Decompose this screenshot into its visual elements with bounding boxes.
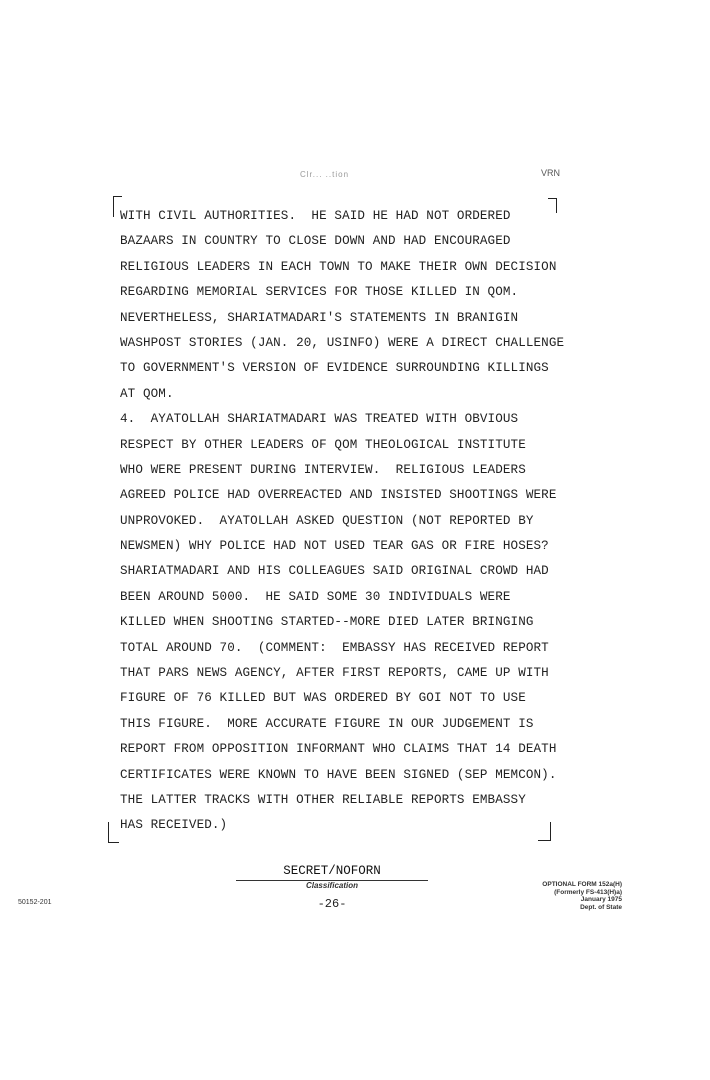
body-line: BAZAARS IN COUNTRY TO CLOSE DOWN AND HAD ENCOURAGED bbox=[120, 234, 511, 249]
optional-form-block bbox=[498, 881, 622, 911]
body-line: NEWSMEN) WHY POLICE HAD NOT USED TEAR GAS OR FIRE HOSES? bbox=[120, 539, 549, 554]
body-line: AGREED POLICE HAD OVERREACTED AND INSISTED SHOOTINGS WERE bbox=[120, 488, 557, 503]
page-number: -26- bbox=[317, 897, 347, 911]
body-line: RELIGIOUS LEADERS IN EACH TOWN TO MAKE THEIR OWN DECISION bbox=[120, 259, 557, 274]
body-line: AT QOM. bbox=[120, 386, 174, 401]
body-line: WITH CIVIL AUTHORITIES. HE SAID HE HAD NOT ORDERED bbox=[120, 209, 511, 223]
body-line: KILLED WHEN SHOOTING STARTED--MORE DIED LATER BRINGING bbox=[120, 615, 534, 630]
body-line: TOTAL AROUND 70. (COMMENT: EMBASSY HAS RECEIVED REPORT bbox=[120, 640, 549, 655]
body-line: SHARIATMADARI AND HIS COLLEAGUES SAID ORIGINAL CROWD HAD bbox=[120, 564, 549, 579]
header-faint-classification: Clr... ..tion bbox=[300, 170, 350, 179]
optional-form-department: Dept. of State bbox=[580, 903, 622, 911]
body-line: NEVERTHELESS, SHARIATMADARI'S STATEMENTS IN BRANIGIN bbox=[120, 310, 519, 325]
body-line: REGARDING MEMORIAL SERVICES FOR THOSE KILLED IN QOM. bbox=[120, 285, 519, 300]
body-line: WHO WERE PRESENT DURING INTERVIEW. RELIGIOUS LEADERS bbox=[120, 462, 526, 477]
body-line: TO GOVERNMENT'S VERSION OF EVIDENCE SURROUNDING KILLINGS bbox=[120, 361, 549, 376]
header-right-mark: VRN bbox=[541, 168, 561, 178]
body-line: CERTIFICATES WERE KNOWN TO HAVE BEEN SIGNED (SEP MEMCON). bbox=[120, 767, 557, 782]
body-line: HAS RECEIVED.) bbox=[120, 818, 228, 833]
body-line: REPORT FROM OPPOSITION INFORMANT WHO CLAIMS THAT 14 DEATH bbox=[120, 742, 557, 757]
body-line: WASHPOST STORIES (JAN. 20, USINFO) WERE A DIRECT CHALLENGE bbox=[120, 335, 565, 350]
body-line: THE LATTER TRACKS WITH OTHER RELIABLE REPORTS EMBASSY bbox=[120, 792, 526, 807]
body-line: BEEN AROUND 5000. HE SAID SOME 30 INDIVIDUALS WERE bbox=[120, 589, 511, 604]
body-line: THAT PARS NEWS AGENCY, AFTER FIRST REPORTS, CAME UP WITH bbox=[120, 666, 549, 681]
telegram-body bbox=[120, 204, 580, 839]
corner-bracket-bottom-left bbox=[108, 822, 119, 843]
body-line: RESPECT BY OTHER LEADERS OF QOM THEOLOGICAL INSTITUTE bbox=[120, 437, 526, 452]
body-line: UNPROVOKED. AYATOLLAH ASKED QUESTION (NOT REPORTED BY bbox=[120, 513, 534, 528]
classification-label: Classification bbox=[305, 881, 358, 890]
optional-form-number: OPTIONAL FORM 152a(H) bbox=[542, 881, 622, 888]
body-line: THIS FIGURE. MORE ACCURATE FIGURE IN OUR JUDGEMENT IS bbox=[120, 716, 534, 731]
form-code: 50152-201 bbox=[18, 899, 52, 906]
footer-classification: SECRET/NOFORN bbox=[283, 864, 381, 878]
optional-form-formerly: (Formerly FS-413(H)a) bbox=[554, 888, 622, 896]
optional-form-date: January 1975 bbox=[580, 896, 622, 903]
body-line: 4. AYATOLLAH SHARIATMADARI WAS TREATED WITH OBVIOUS bbox=[120, 412, 519, 427]
body-line: FIGURE OF 76 KILLED BUT WAS ORDERED BY GOI NOT TO USE bbox=[120, 691, 526, 706]
